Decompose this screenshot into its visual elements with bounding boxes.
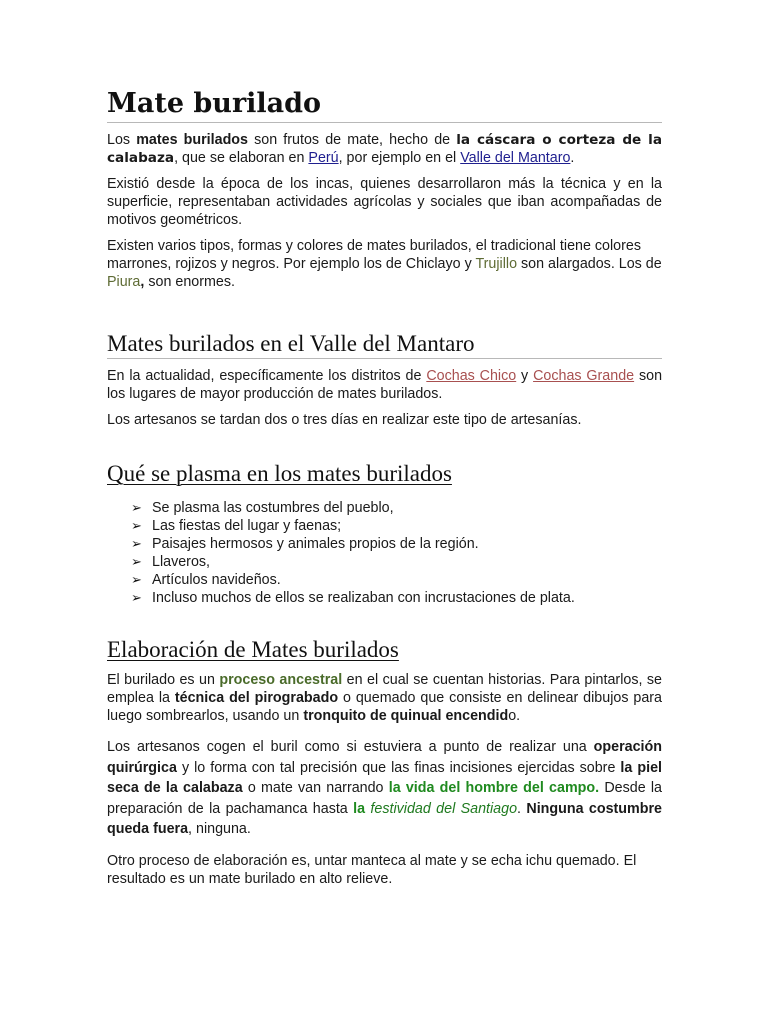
text-run: Existen varios tipos, formas y colores de mates burilados, el tradicional tiene colores marrones, rojizos y negros. Por ejemplo los de Chiclayo y [107,238,641,272]
text-run: Los [107,132,137,148]
text-run: en el cual se cuentan historias. Para pintarlos, se emplea la [107,672,662,706]
document-content [107,88,662,888]
text-run: o. [508,708,521,724]
list-item-text: Se plasma las costumbres del pueblo, [152,500,394,516]
list-item [131,517,662,535]
text-run: Los artesanos cogen el buril como si estuviera a punto de realizar una [107,739,594,755]
text-run: o mate van narrando [242,780,384,796]
section3-paragraph-1 [107,671,662,725]
text-run: y lo forma con tal precisión que las finas incisiones ejercidas sobre [176,759,621,776]
list-item [131,571,662,589]
highlight-text: la vida del hombre del campo. [383,780,600,796]
text-run: . [517,800,527,817]
list-item-text: Incluso muchos de ellos se realizaban con incrustaciones de plata. [152,590,575,606]
list-item [131,535,662,553]
list-item-text: Paisajes hermosos y animales propios de la región. [152,536,479,552]
list-item [131,589,662,607]
bold-text: mates burilados [136,132,248,148]
section-heading-que-se-plasma: Qué se plasma en los mates burilados [107,461,452,486]
arrow-bullet-icon: ➢ [131,590,142,605]
section-heading-elaboracion: Elaboración de Mates burilados [107,637,399,662]
text-run: Desde la preparación de la pachamanca hasta [107,780,662,817]
link-cochas-chico[interactable]: Cochas Chico [426,368,517,384]
bold-text: Ninguna costumbre queda fuera [107,800,662,837]
link-peru[interactable]: Perú [308,150,339,166]
text-run: son alargados. Los de [517,256,662,272]
trujillo-text: Trujillo [475,256,518,272]
highlight-text: proceso ancestral [219,672,343,688]
bold-text: la piel seca de la calabaza [107,759,662,796]
bold-text: técnica del pirograbado [174,690,339,706]
highlight-text: la [353,800,366,817]
section1-paragraph-1 [107,367,662,403]
text-run: y [516,368,534,384]
text-run: , ninguna. [188,821,251,837]
text-run: En la actualidad, específicamente los distritos de [107,368,427,384]
intro-paragraph-3 [107,237,662,291]
list-item-text: Artículos navideños. [152,572,281,588]
text-run: . [570,150,575,166]
bold-text: la cáscara o corteza de la calabaza [107,132,662,166]
bold-text: operación quirúrgica [107,739,662,776]
section3-paragraph-3: Otro proceso de elaboración es, untar manteca al mate y se echa ichu quemado. El resultado es un mate burilado en alto relieve. [107,852,637,887]
arrow-bullet-icon: ➢ [131,536,142,551]
section-heading-valle-mantaro: Mates burilados en el Valle del Mantaro [107,331,662,359]
intro-paragraph-2: Existió desde la época de los incas, quienes desarrollaron más la técnica y en la superficie, representaban actividades agrícolas y sociales que iban acompañadas de motivos geométricos. [107,176,662,228]
arrow-bullet-icon: ➢ [131,518,142,533]
text-run: El burilado es un [107,672,220,688]
page-title: Mate burilado [107,88,662,123]
link-valle-del-mantaro[interactable]: Valle del Mantaro [460,150,571,166]
intro-paragraph-1 [107,131,662,167]
text-run: son frutos de mate, hecho de [248,132,457,148]
text-run: son los lugares de mayor producción de mates burilados. [107,368,663,402]
list-item [131,499,662,517]
text-run: , por ejemplo en el [338,150,461,166]
list-item-text: Las fiestas del lugar y faenas; [152,518,342,534]
list-item [131,553,662,571]
list-item-text: Llaveros, [152,554,211,570]
piura-text: Piura [107,274,141,290]
text-run: , que se elaboran en [174,150,309,166]
section3-paragraph-2 [107,737,662,840]
bold-text: tronquito de quinual encendid [303,708,509,724]
italic-highlight-text: festividad del Santiago [370,800,518,817]
text-run: o quemado que consiste en delinear dibujos para luego sombrearlos, usando un [107,690,663,724]
arrow-bullet-icon: ➢ [131,554,142,569]
bold-comma: , [140,274,145,290]
arrow-bullet-icon: ➢ [131,572,142,587]
text-run: son enormes. [144,274,235,290]
arrow-bullet-icon: ➢ [131,500,142,515]
link-cochas-grande[interactable]: Cochas Grande [533,368,635,384]
plasma-list [107,499,662,607]
section1-paragraph-2: Los artesanos se tardan dos o tres días en realizar este tipo de artesanías. [107,412,582,428]
